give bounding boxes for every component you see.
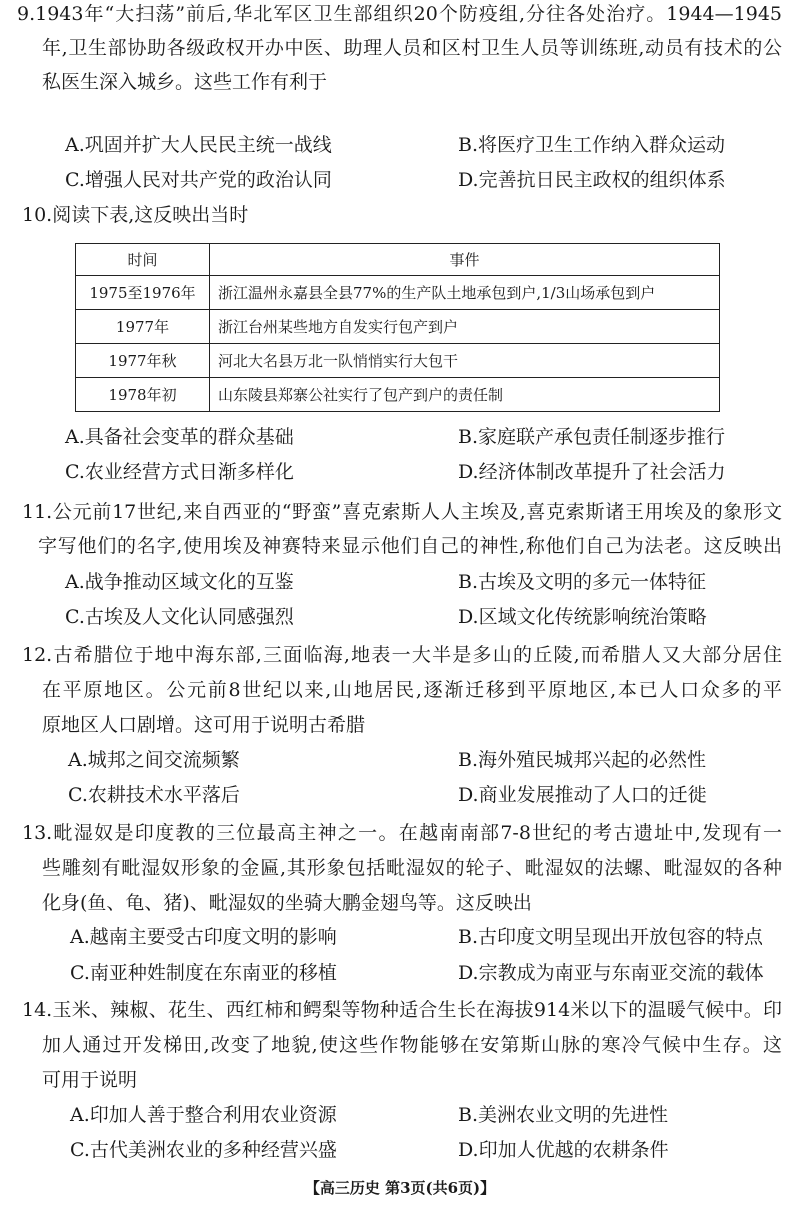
option-d: D.宗教成为南亚与东南亚交流的载体 <box>458 962 764 984</box>
question-text-line: 在平原地区。公元前8世纪以来,山地居民,逐渐迁移到平原地区,本已人口众多的平 <box>42 679 782 701</box>
cell-event: 浙江台州某些地方自发实行包产到户 <box>210 310 720 344</box>
option-c: C.农耕技术水平落后 <box>68 784 240 806</box>
option-d: D.经济体制改革提升了社会活力 <box>458 461 726 483</box>
cell-time: 1975至1976年 <box>76 276 210 310</box>
question-text-line: 字写他们的名字,使用埃及神赛特来显示他们自己的神性,称他们自己为法老。这反映出 <box>38 535 782 557</box>
option-d: D.商业发展推动了人口的迁徙 <box>458 784 707 806</box>
question-text-line: 化身(鱼、龟、猪)、毗湿奴的坐骑大鹏金翅鸟等。这反映出 <box>42 892 532 914</box>
option-a: A.城邦之间交流频繁 <box>68 749 240 771</box>
cell-time: 1978年初 <box>76 378 210 412</box>
table-row <box>76 344 720 378</box>
table-header-row <box>76 244 720 276</box>
option-c: C.古埃及人文化认同感强烈 <box>65 606 294 628</box>
table-row <box>76 276 720 310</box>
header-time: 时间 <box>76 244 210 276</box>
option-b: B.古印度文明呈现出开放包容的特点 <box>458 926 764 948</box>
header-event: 事件 <box>210 244 720 276</box>
question-text-line: 14.玉米、辣椒、花生、西红柿和鳄梨等物种适合生长在海拔914米以下的温暖气候中。印 <box>22 999 782 1021</box>
question-text-line: 13.毗湿奴是印度教的三位最高主神之一。在越南南部7-8世纪的考古遗址中,发现有一 <box>22 822 782 844</box>
option-a: A.战争推动区域文化的互鉴 <box>65 571 294 593</box>
cell-event: 河北大名县万北一队悄悄实行大包干 <box>210 344 720 378</box>
question-text-line: 私医生深入城乡。这些工作有利于 <box>42 71 328 93</box>
cell-event: 浙江温州永嘉县全县77%的生产队土地承包到户,1/3山场承包到户 <box>210 276 720 310</box>
question-text-line: 原地区人口剧增。这可用于说明古希腊 <box>42 714 366 736</box>
option-a: A.越南主要受古印度文明的影响 <box>70 926 337 948</box>
question-text-line: 加人通过开发梯田,改变了地貌,使这些作物能够在安第斯山脉的寒冷气候中生存。这 <box>42 1034 782 1056</box>
option-a: A.印加人善于整合利用农业资源 <box>70 1104 337 1126</box>
table-row <box>76 378 720 412</box>
question-text-line: 可用于说明 <box>42 1069 138 1091</box>
table-row <box>76 310 720 344</box>
option-c: C.古代美洲农业的多种经营兴盛 <box>70 1139 337 1161</box>
option-d: D.完善抗日民主政权的组织体系 <box>458 169 726 191</box>
cell-event: 山东陵县郑寨公社实行了包产到户的责任制 <box>210 378 720 412</box>
events-table <box>75 243 720 412</box>
option-a: A.具备社会变革的群众基础 <box>65 426 294 448</box>
option-c: C.农业经营方式日渐多样化 <box>65 461 294 483</box>
option-b: B.将医疗卫生工作纳入群众运动 <box>458 134 726 156</box>
option-b: B.美洲农业文明的先进性 <box>458 1104 669 1126</box>
option-d: D.区域文化传统影响统治策略 <box>458 606 707 628</box>
option-b: B.海外殖民城邦兴起的必然性 <box>458 749 707 771</box>
question-text-line: 11.公元前17世纪,来自西亚的“野蛮”喜克索斯人人主埃及,喜克索斯诸王用埃及的象形文 <box>22 501 782 523</box>
page-footer: 【高三历史 第3页(共6页)】 <box>304 1179 496 1197</box>
question-text-line: 些雕刻有毗湿奴形象的金匾,其形象包括毗湿奴的轮子、毗湿奴的法螺、毗湿奴的各种 <box>42 857 782 879</box>
cell-time: 1977年 <box>76 310 210 344</box>
option-c: C.南亚种姓制度在东南亚的移植 <box>70 962 337 984</box>
cell-time: 1977年秋 <box>76 344 210 378</box>
option-d: D.印加人优越的农耕条件 <box>458 1139 669 1161</box>
option-a: A.巩固并扩大人民民主统一战线 <box>65 134 332 156</box>
question-text-line: 10.阅读下表,这反映出当时 <box>22 204 249 226</box>
question-text-line: 9.1943年“大扫荡”前后,华北军区卫生部组织20个防疫组,分往各处治疗。1944—1945 <box>17 3 782 25</box>
option-c: C.增强人民对共产党的政治认同 <box>65 169 332 191</box>
question-text-line: 年,卫生部协助各级政权开办中医、助理人员和区村卫生人员等训练班,动员有技术的公 <box>42 37 782 59</box>
question-text-line: 12.古希腊位于地中海东部,三面临海,地表一大半是多山的丘陵,而希腊人又大部分居住 <box>22 644 782 666</box>
option-b: B.家庭联产承包责任制逐步推行 <box>458 426 726 448</box>
option-b: B.古埃及文明的多元一体特征 <box>458 571 707 593</box>
